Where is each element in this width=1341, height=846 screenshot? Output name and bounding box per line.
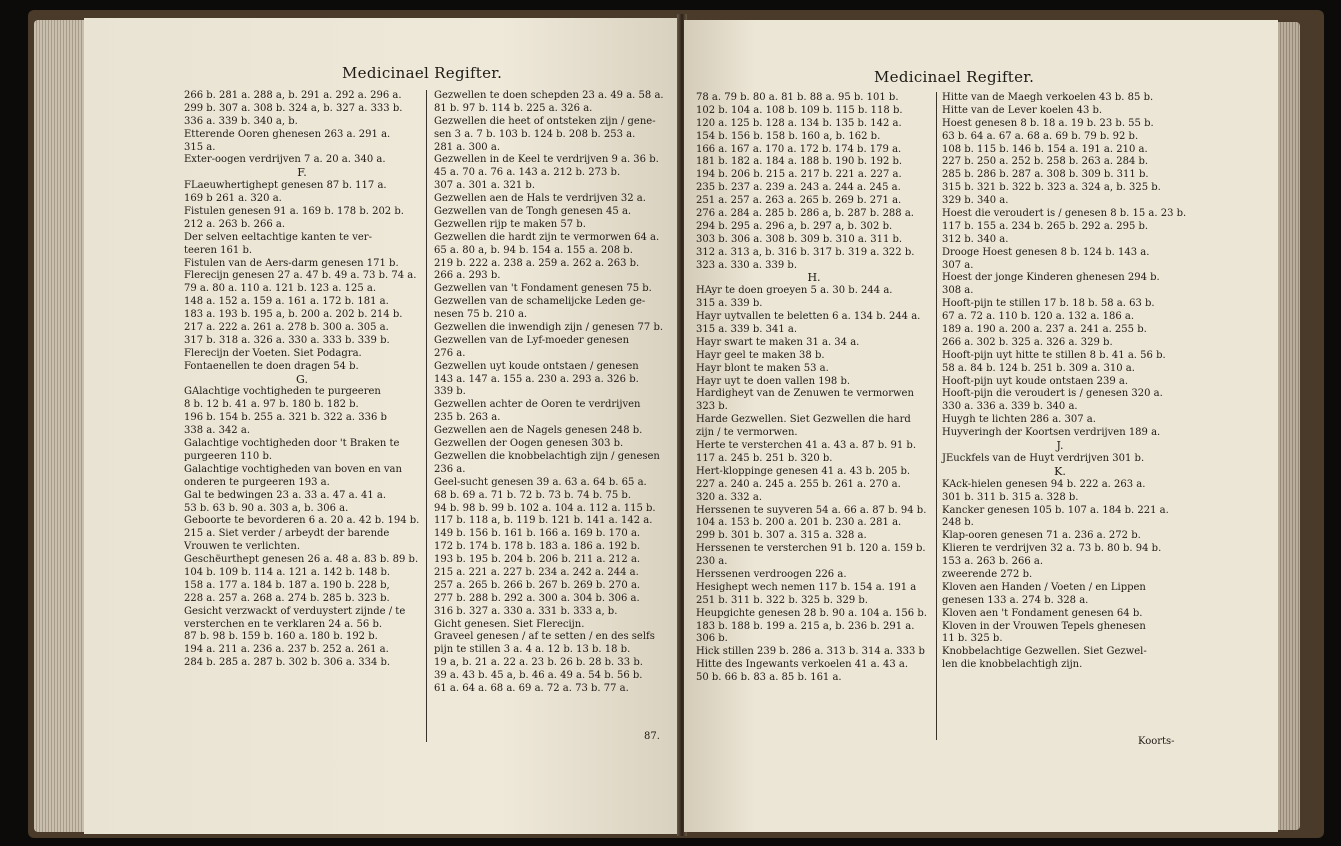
register-line: 251 a. 257 a. 263 a. 265 b. 269 b. 271 a. [696, 195, 902, 207]
register-line: 323 a. 330 a. 339 b. [696, 259, 798, 271]
register-line: Gicht genesen. Siet Flerecijn. [434, 618, 585, 630]
register-line: Gezwellen die hardt zijn te vermorwen 64 a. [434, 231, 660, 243]
register-line: Gezwellen rijp te maken 57 b. [434, 218, 586, 230]
register-line: 219 b. 222 a. 238 a. 259 a. 262 a. 263 b. [434, 257, 640, 269]
right-page [684, 20, 1278, 832]
register-line: GAlachtige vochtigheden te purgeeren [184, 386, 381, 398]
register-line: 299 b. 301 b. 307 a. 315 a. 328 a. [696, 530, 867, 542]
register-line: Herssenen te versterchen 91 b. 120 a. 159 b. [696, 543, 926, 555]
register-line: Herssenen te suyveren 54 a. 66 a. 87 b. 94 b. [696, 504, 927, 516]
register-line: Gezwellen aen de Hals te verdrijven 32 a. [434, 193, 646, 205]
register-line: Gezwellen die heet of ontsteken zijn / gene- [434, 115, 656, 127]
register-line: 315 b. 321 b. 322 b. 323 a. 324 a, b. 325 b. [942, 182, 1161, 194]
register-line: Herssenen verdroogen 226 a. [696, 568, 847, 580]
register-line: H. [807, 271, 821, 285]
register-line: Geel-sucht genesen 39 a. 63 a. 64 b. 65 a. [434, 476, 647, 488]
register-line: Flerecijn genesen 27 a. 47 b. 49 a. 73 b. 74 a. [184, 270, 417, 282]
register-line: Vrouwen te verlichten. [184, 541, 301, 553]
register-line: zweerende 272 b. [942, 568, 1033, 580]
register-line: Hitte van de Lever koelen 43 b. [942, 104, 1103, 116]
register-line: 149 b. 156 b. 161 b. 166 a. 169 b. 170 a. [434, 528, 641, 540]
register-line: 316 b. 327 a. 330 a. 331 b. 333 a, b. [434, 605, 618, 617]
register-line: 266 b. 281 a. 288 a, b. 291 a. 292 a. 296 a. [184, 90, 402, 101]
register-line: KAck-hielen genesen 94 b. 222 a. 263 a. [942, 478, 1146, 490]
register-line: Fistulen genesen 91 a. 169 b. 178 b. 202 b. [184, 206, 404, 218]
register-line: genesen 133 a. 274 b. 328 a. [942, 594, 1089, 606]
register-line: Gezwellen van de Lyf-moeder genesen [434, 334, 630, 346]
register-line: 308 a. [942, 285, 974, 297]
register-line: 235 b. 237 a. 239 a. 243 a. 244 a. 245 a. [696, 182, 901, 194]
register-line: 299 b. 307 a. 308 b. 324 a, b. 327 a. 333 b. [184, 102, 403, 114]
column-rule [426, 90, 427, 742]
register-line: Galachtige vochtigheden door 't Braken te [184, 438, 400, 450]
register-line: Knobbelachtige Gezwellen. Siet Gezwel- [942, 646, 1147, 658]
register-line: 317 b. 318 a. 326 a. 330 a. 333 b. 339 b. [184, 334, 390, 346]
register-line: 257 a. 265 b. 266 b. 267 b. 269 b. 270 a. [434, 579, 641, 591]
register-line: 329 b. 340 a. [942, 195, 1009, 207]
register-line: Kloven in der Vrouwen Tepels ghenesen [942, 620, 1146, 632]
register-line: 8 b. 12 b. 41 a. 97 b. 180 b. 182 b. [184, 399, 359, 411]
register-line: 45 a. 70 a. 76 a. 143 a. 212 b. 273 b. [434, 167, 621, 179]
register-line: Der selven eeltachtige kanten te ver- [184, 231, 372, 243]
register-line: nesen 75 b. 210 a. [434, 309, 528, 321]
register-line: 65 a. 80 a, b. 94 b. 154 a. 155 a. 208 b. [434, 244, 633, 256]
register-line: 276 a. [434, 347, 466, 359]
page-edges-left [34, 20, 90, 832]
register-line: Flerecijn der Voeten. Siet Podagra. [184, 347, 362, 359]
register-line: 153 a. 263 b. 266 a. [942, 556, 1044, 568]
register-line: Hayr swart te maken 31 a. 34 a. [696, 336, 860, 348]
register-line: 236 a. [434, 463, 466, 475]
register-line: 285 b. 286 b. 287 a. 308 b. 309 b. 311 b. [942, 169, 1149, 181]
register-line: 166 a. 167 a. 170 a. 172 b. 174 b. 179 a. [696, 143, 902, 155]
register-line: 217 a. 222 a. 261 a. 278 b. 300 a. 305 a. [184, 322, 389, 334]
register-line: Geboorte te bevorderen 6 a. 20 a. 42 b. 194 b. [184, 515, 420, 527]
register-line: 277 b. 288 b. 292 a. 300 a. 304 b. 306 a. [434, 592, 640, 604]
register-line: J. [1056, 439, 1064, 453]
register-line: 148 a. 152 a. 159 a. 161 a. 172 b. 181 a. [184, 296, 389, 308]
register-line: Huygh te lichten 286 a. 307 a. [942, 414, 1096, 426]
register-line: Huyveringh der Koortsen verdrijven 189 a. [942, 427, 1161, 439]
register-line: Gezwellen in de Keel te verdrijven 9 a. 36 b. [434, 154, 659, 166]
register-line: teeren 161 b. [184, 244, 253, 256]
left-page [84, 18, 680, 834]
register-line: 294 b. 295 a. 296 a, b. 297 a, b. 302 b. [696, 220, 893, 232]
register-line: 158 a. 177 a. 184 b. 187 a. 190 b. 228 b, [184, 579, 390, 591]
register-line: 307 a. [942, 259, 974, 271]
register-line: Gezwellen die knobbelachtigh zijn / genesen [434, 450, 660, 462]
right-page-column-2 [942, 92, 1187, 672]
register-line: Fontaenellen te doen dragen 54 b. [184, 360, 359, 372]
register-line: Klieren te verdrijven 32 a. 73 b. 80 b. 94 b. [942, 543, 1162, 555]
register-line: 120 a. 125 b. 128 a. 134 b. 135 b. 142 a. [696, 117, 902, 129]
register-line: 215 a. 221 a. 227 b. 234 a. 242 a. 244 a. [434, 566, 639, 578]
register-line: 266 a. 293 b. [434, 270, 501, 282]
register-line: onderen te purgeeren 193 a. [184, 476, 330, 488]
register-line: 79 a. 80 a. 110 a. 121 b. 123 a. 125 a. [184, 283, 377, 295]
register-line: 196 b. 154 b. 255 a. 321 b. 322 a. 336 b [184, 412, 387, 424]
register-line: Etterende Ooren ghenesen 263 a. 291 a. [184, 128, 391, 140]
register-line: len die knobbelachtigh zijn. [942, 659, 1083, 671]
register-line: Exter-oogen verdrijven 7 a. 20 a. 340 a. [184, 154, 386, 166]
register-line: Gezwellen van 't Fondament genesen 75 b. [434, 283, 652, 295]
register-line: 284 b. 285 a. 287 b. 302 b. 306 a. 334 b. [184, 657, 391, 669]
register-line: 227 b. 250 a. 252 b. 258 b. 263 a. 284 b. [942, 156, 1149, 168]
register-line: 19 a, b. 21 a. 22 a. 23 b. 26 b. 28 b. 33 b. [434, 657, 643, 669]
register-line: 315 a. 339 b. 341 a. [696, 324, 798, 336]
register-line: Gezwellen van de Tongh genesen 45 a. [434, 206, 632, 218]
register-line: K. [1054, 464, 1066, 478]
register-line: Fistulen van de Aers-darm genesen 171 b. [184, 257, 399, 269]
register-line: Hayr uytvallen te beletten 6 a. 134 b. 244 a. [696, 311, 921, 323]
register-line: purgeeren 110 b. [184, 450, 273, 462]
register-line: Hooft-pijn uyt hitte te stillen 8 b. 41 a. 56 b. [942, 349, 1166, 361]
register-line: Hoest der jonge Kinderen ghenesen 294 b. [942, 272, 1160, 284]
register-line: Gesicht verzwackt of verduystert zijnde / te [184, 605, 406, 617]
register-line: 193 b. 195 b. 204 b. 206 b. 211 a. 212 a. [434, 554, 641, 566]
register-line: Gal te bedwingen 23 a. 33 a. 47 a. 41 a. [184, 489, 387, 501]
register-line: 183 b. 188 b. 199 a. 215 a, b. 236 b. 291 a. [696, 620, 915, 632]
register-line: 183 a. 193 b. 195 a, b. 200 a. 202 b. 214 b. [184, 309, 403, 321]
register-line: Kancker genesen 105 b. 107 a. 184 b. 221 a. [942, 504, 1169, 516]
register-line: 104 b. 109 b. 114 a. 121 a. 142 b. 148 b. [184, 566, 391, 578]
page-number: 87. [644, 731, 660, 742]
register-line: Gezwellen te doen schepden 23 a. 49 a. 58 a. [434, 90, 664, 101]
register-line: 11 b. 325 b. [942, 633, 1003, 645]
register-line: 87 b. 98 b. 159 b. 160 a. 180 b. 192 b. [184, 631, 378, 643]
register-line: 117 a. 245 b. 251 b. 320 b. [696, 452, 833, 464]
register-line: 181 b. 182 a. 184 a. 188 b. 190 b. 192 b. [696, 156, 903, 168]
register-line: Hardigheyt van de Zenuwen te vermorwen [696, 388, 914, 400]
register-line: Gezwellen achter de Ooren te verdrijven [434, 399, 641, 411]
catchword: Koorts- [1138, 736, 1175, 747]
register-line: 307 a. 301 a. 321 b. [434, 180, 536, 192]
register-line: Hayr uyt te doen vallen 198 b. [696, 375, 851, 387]
register-line: Hayr geel te maken 38 b. [696, 349, 825, 361]
register-line: 312 b. 340 a. [942, 233, 1009, 245]
register-line: 212 a. 263 b. 266 a. [184, 218, 286, 230]
register-line: 323 b. [696, 401, 728, 413]
register-line: 312 a. 313 a, b. 316 b. 317 b. 319 a. 322 b. [696, 246, 915, 258]
register-line: 248 b. [942, 517, 974, 529]
left-page-header: Medicinael Regifter. [342, 64, 503, 82]
register-line: 315 a. [184, 141, 216, 153]
register-line: Harde Gezwellen. Siet Gezwellen die hard [696, 414, 911, 426]
register-line: FLaeuwhertighept genesen 87 b. 117 a. [184, 180, 387, 192]
register-line: 108 b. 115 b. 146 b. 154 a. 191 a. 210 a. [942, 143, 1148, 155]
register-line: 154 b. 156 b. 158 b. 160 a, b. 162 b. [696, 130, 881, 142]
register-line: 276 a. 284 a. 285 b. 286 a, b. 287 b. 288 a. [696, 208, 914, 220]
register-line: Hert-kloppinge genesen 41 a. 43 b. 205 b. [696, 465, 911, 477]
register-line: 172 b. 174 b. 178 b. 183 a. 186 a. 192 b. [434, 541, 641, 553]
register-line: 81 b. 97 b. 114 b. 225 a. 326 a. [434, 102, 593, 114]
register-line: 143 a. 147 a. 155 a. 230 a. 293 a. 326 b. [434, 373, 639, 385]
register-line: 189 a. 190 a. 200 a. 237 a. 241 a. 255 b. [942, 324, 1147, 336]
register-line: 53 b. 63 b. 90 a. 303 a, b. 306 a. [184, 502, 349, 514]
register-line: Kloven aen 't Fondament genesen 64 b. [942, 607, 1143, 619]
register-line: Heupgichte genesen 28 b. 90 a. 104 a. 156 b. [696, 607, 927, 619]
register-line: 301 b. 311 b. 315 a. 328 b. [942, 491, 1079, 503]
column-rule [936, 92, 937, 740]
register-line: 194 b. 206 b. 215 a. 217 b. 221 a. 227 a. [696, 169, 902, 181]
register-line: 228 a. 257 a. 268 a. 274 b. 285 b. 323 b. [184, 592, 390, 604]
register-line: Gezwellen van de schamelijcke Leden ge- [434, 296, 646, 308]
register-line: Hitte van de Maegh verkoelen 43 b. 85 b. [942, 92, 1154, 103]
register-line: Gezwellen die inwendigh zijn / genesen 77 b. [434, 322, 664, 334]
register-line: Hesighept wech nemen 117 b. 154 a. 191 a [696, 581, 917, 593]
register-line: versterchen en te verklaren 24 a. 56 b. [184, 618, 383, 630]
register-line: 306 b. [696, 633, 728, 645]
register-line: 315 a. 339 b. [696, 298, 763, 310]
register-line: Herte te versterchen 41 a. 43 a. 87 b. 91 b. [696, 440, 917, 452]
register-line: Hooft-pijn uyt koude ontstaen 239 a. [942, 375, 1129, 387]
register-line: 94 b. 98 b. 99 b. 102 a. 104 a. 112 a. 115 b. [434, 502, 656, 514]
register-line: 63 b. 64 a. 67 a. 68 a. 69 b. 79 b. 92 b. [942, 130, 1139, 142]
register-line: Hick stillen 239 b. 286 a. 313 b. 314 a. 333 b [696, 646, 925, 658]
register-line: 58 a. 84 b. 124 b. 251 b. 309 a. 310 a. [942, 362, 1135, 374]
register-line: Drooge Hoest genesen 8 b. 124 b. 143 a. [942, 246, 1150, 258]
right-page-column-1 [696, 92, 932, 685]
register-line: Hooft-pijn die veroudert is / genesen 320 a. [942, 388, 1163, 400]
register-line: 266 a. 302 b. 325 a. 326 a. 329 b. [942, 336, 1113, 348]
register-line: 39 a. 43 b. 45 a, b. 46 a. 49 a. 54 b. 56 b. [434, 670, 643, 682]
register-line: 169 b 261 a. 320 a. [184, 193, 282, 205]
left-page-column-2 [434, 90, 670, 696]
register-line: 330 a. 336 a. 339 b. 340 a. [942, 401, 1078, 413]
register-line: sen 3 a. 7 b. 103 b. 124 b. 208 b. 253 a. [434, 128, 636, 140]
register-line: Hayr blont te maken 53 a. [696, 362, 829, 374]
register-line: 338 a. 342 a. [184, 425, 250, 437]
register-line: 339 b. [434, 386, 466, 398]
register-line: Gezwellen uyt koude ontstaen / genesen [434, 360, 639, 372]
left-page-column-1 [184, 90, 420, 670]
register-line: 117 b. 118 a, b. 119 b. 121 b. 141 a. 142 a. [434, 515, 653, 527]
register-line: Gezwellen der Oogen genesen 303 b. [434, 438, 624, 450]
register-line: F. [297, 166, 307, 180]
register-line: Graveel genesen / af te setten / en des selfs [434, 631, 655, 643]
register-line: 281 a. 300 a. [434, 141, 500, 153]
register-line: 303 b. 306 a. 308 b. 309 b. 310 a. 311 b. [696, 233, 903, 245]
register-line: 61 a. 64 a. 68 a. 69 a. 72 a. 73 b. 77 a. [434, 682, 629, 694]
register-line: 104 a. 153 b. 200 a. 201 b. 230 a. 281 a. [696, 517, 902, 529]
register-line: Geschëurthept genesen 26 a. 48 a. 83 b. 89 b. [184, 554, 419, 566]
register-line: Hooft-pijn te stillen 17 b. 18 b. 58 a. 63 b. [942, 298, 1155, 310]
register-line: 194 a. 211 a. 236 a. 237 b. 252 a. 261 a. [184, 644, 389, 656]
register-line: 67 a. 72 a. 110 b. 120 a. 132 a. 186 a. [942, 311, 1135, 323]
register-line: 102 b. 104 a. 108 b. 109 b. 115 b. 118 b. [696, 104, 903, 116]
register-line: 235 b. 263 a. [434, 412, 501, 424]
register-line: zijn / te vermorwen. [696, 427, 798, 439]
register-line: Galachtige vochtigheden van boven en van [184, 463, 402, 475]
register-line: 251 b. 311 b. 322 b. 325 b. 329 b. [696, 594, 868, 606]
register-line: pijn te stillen 3 a. 4 a. 12 b. 13 b. 18 b. [434, 644, 631, 656]
register-line: G. [296, 372, 308, 386]
register-line: Hoest die veroudert is / genesen 8 b. 15 a. 23 b. [942, 208, 1187, 220]
register-line: JEuckfels van de Huyt verdrijven 301 b. [942, 452, 1145, 464]
register-line: 215 a. Siet verder / arbeydt der barende [184, 528, 390, 540]
right-page-header: Medicinael Regifter. [874, 68, 1035, 86]
register-line: 117 b. 155 a. 234 b. 265 b. 292 a. 295 b. [942, 220, 1149, 232]
register-line: 230 a. [696, 556, 728, 568]
register-line: Hitte des Ingewants verkoelen 41 a. 43 a. [696, 659, 909, 671]
register-line: 320 a. 332 a. [696, 491, 762, 503]
register-line: 78 a. 79 b. 80 a. 81 b. 88 a. 95 b. 101 b. [696, 92, 899, 103]
register-line: HAyr te doen groeyen 5 a. 30 b. 244 a. [696, 285, 893, 297]
register-line: 68 b. 69 a. 71 b. 72 b. 73 b. 74 b. 75 b. [434, 489, 632, 501]
register-line: 50 b. 66 b. 83 a. 85 b. 161 a. [696, 672, 842, 684]
register-line: Kloven aen Handen / Voeten / en Lippen [942, 581, 1146, 593]
register-line: Klap-ooren genesen 71 a. 236 a. 272 b. [942, 530, 1141, 542]
register-line: 227 a. 240 a. 245 a. 255 b. 261 a. 270 a. [696, 478, 901, 490]
register-line: Hoest genesen 8 b. 18 a. 19 b. 23 b. 55 b. [942, 117, 1154, 129]
register-line: 336 a. 339 b. 340 a, b. [184, 115, 298, 127]
register-line: Gezwellen aen de Nagels genesen 248 b. [434, 425, 643, 437]
